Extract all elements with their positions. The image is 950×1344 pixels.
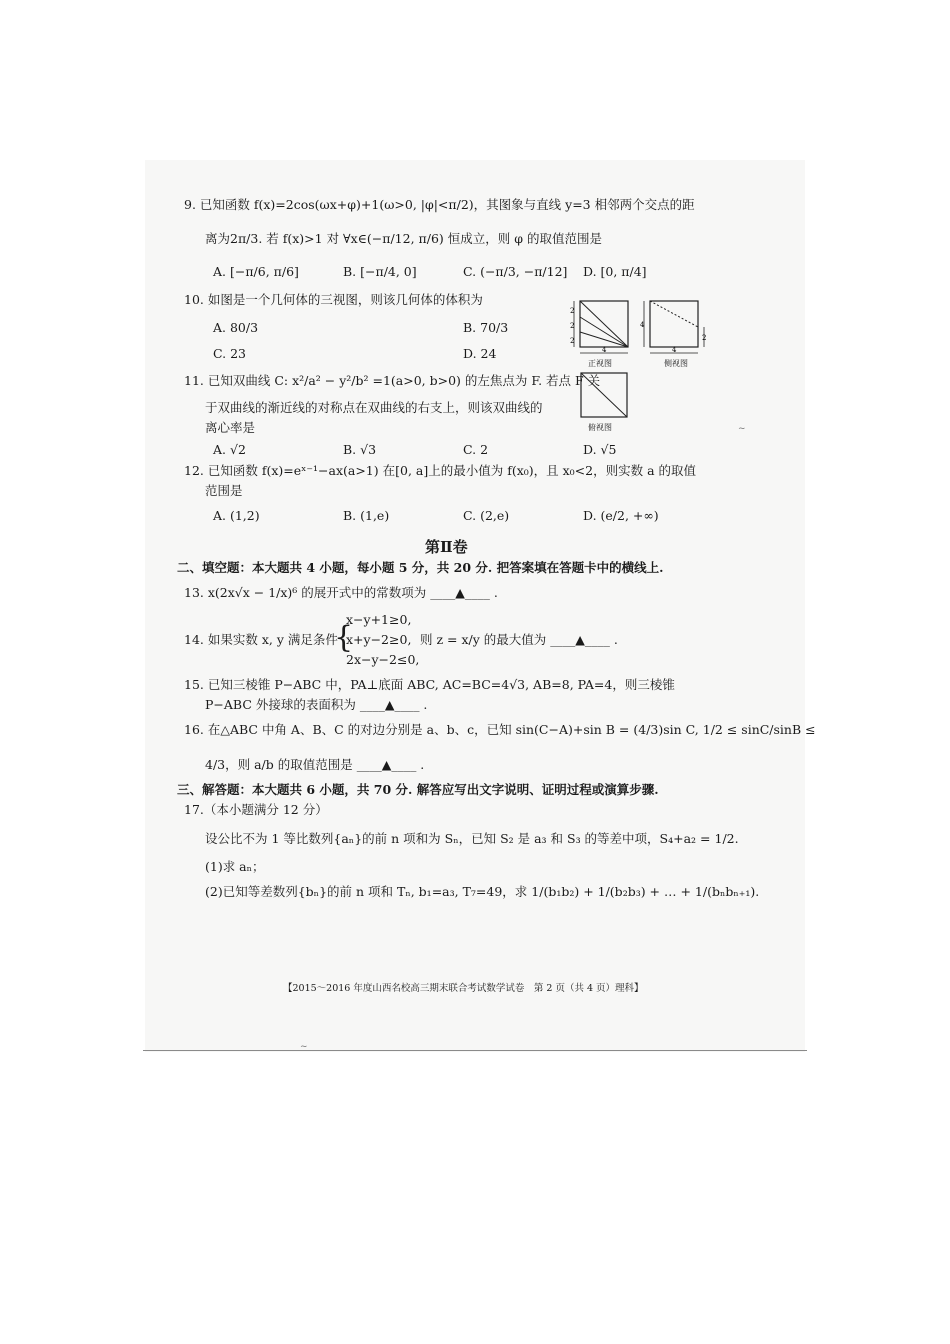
q11-line3: 离心率是 [205,420,256,435]
q10-line1: 10. 如图是一个几何体的三视图，则该几何体的体积为 [184,292,483,307]
q13-text: 13. x(2x√x − 1/x)⁶ 的展开式中的常数项为 ____▲____ . [184,585,498,600]
q11-option-b: B. √3 [343,442,377,457]
svg-text:4: 4 [602,346,607,354]
svg-text:2: 2 [702,334,707,342]
q14-condition-2: x+y−2≥0, [346,632,412,647]
q17-line1: 设公比不为 1 等比数列{aₙ}的前 n 项和为 Sₙ，已知 S₂ 是 a₃ 和 S₃ 的等差中项，S₄+a₂ = 1/2. [205,831,739,846]
q12-option-d: D. (e/2, +∞) [583,508,659,523]
svg-text:2: 2 [570,322,575,330]
q14-condition-3: 2x−y−2≤0, [346,652,420,667]
q10-option-b: B. 70/3 [463,320,509,335]
svg-text:2: 2 [570,307,575,315]
q9-line2: 离为2π/3. 若 f(x)>1 对 ∀x∈(−π/12, π/6) 恒成立，则 φ 的取值范围是 [205,231,602,246]
page-footer: 【2015～2016 年度山西名校高三期末联合考试数学试卷 第 2 页（共 4 页）理科】 [283,983,644,994]
q9-option-a: A. [−π/6, π/6] [213,264,299,279]
q11-option-d: D. √5 [583,442,617,457]
top-view-label: 俯视图 [588,423,612,432]
q12-option-c: C. (2,e) [463,508,510,523]
q10-option-d: D. 24 [463,346,497,361]
section2-heading: 二、填空题：本大题共 4 小题，每小题 5 分，共 20 分. 把答案填在答题卡中的横线上. [177,560,664,575]
q16-line2: 4/3，则 a/b 的取值范围是 ____▲____ . [205,757,425,772]
q9-option-b: B. [−π/4, 0] [343,264,417,279]
q15-line2: P−ABC 外接球的表面积为 ____▲____ . [205,697,428,712]
q15-line1: 15. 已知三棱锥 P−ABC 中，PA⊥底面 ABC, AC=BC=4√3, AB=8, PA=4，则三棱锥 [184,677,675,692]
svg-text:2: 2 [570,337,575,345]
q10-option-a: A. 80/3 [213,320,259,335]
page-edge-line [143,1050,807,1051]
q11-line2: 于双曲线的渐近线的对称点在双曲线的右支上，则该双曲线的 [205,400,543,415]
q12-line2: 范围是 [205,483,243,498]
q14-prefix: 14. 如果实数 x, y 满足条件 [184,632,338,647]
section3-heading: 三、解答题：本大题共 6 小题，共 70 分. 解答应写出文字说明、证明过程或演算步骤. [177,782,659,797]
q16-line1: 16. 在△ABC 中角 A、B、C 的对边分别是 a、b、c，已知 sin(C−A)+sin B = (4/3)sin C, 1/2 ≤ sinC/sinB ≤ [184,722,816,737]
q14-suffix: 则 z = x/y 的最大值为 ____▲____ . [420,632,618,647]
side-view-figure [640,297,712,359]
q17-line3: (2)已知等差数列{bₙ}的前 n 项和 Tₙ, b₁=a₃, T₇=49，求 1/(b₁b₂) + 1/(b₂b₃) + … + 1/(bₙbₙ₊₁). [205,884,760,899]
q17-title: 17.（本小题满分 12 分） [184,802,328,817]
q11-option-c: C. 2 [463,442,489,457]
part2-title: 第Ⅱ卷 [425,538,468,556]
svg-text:4: 4 [672,346,677,354]
q12-line1: 12. 已知函数 f(x)=eˣ⁻¹−ax(a>1) 在[0, a]上的最小值为 f(x₀)，且 x₀<2，则实数 a 的取值 [184,463,696,478]
q11-line1: 11. 已知双曲线 C: x²/a² − y²/b² =1(a>0, b>0) 的左焦点为 F. 若点 F 关 [184,373,601,388]
q17-line2: (1)求 aₙ； [205,859,265,874]
scan-speck: ~ [300,1042,308,1052]
q12-option-b: B. (1,e) [343,508,390,523]
svg-text:4: 4 [640,321,645,329]
scan-speck: ~ [738,424,746,434]
q9-line1: 9. 已知函数 f(x)=2cos(ωx+φ)+1(ω>0, |φ|<π/2)，其图象与直线 y=3 相邻两个交点的距 [184,197,695,212]
front-view-figure [570,297,632,359]
q14-brace: { [334,620,354,655]
side-view-label: 侧视图 [664,359,688,368]
q10-option-c: C. 23 [213,346,246,361]
q9-option-c: C. (−π/3, −π/12] [463,264,568,279]
q14-condition-1: x−y+1≥0, [346,612,412,627]
q11-option-a: A. √2 [213,442,246,457]
q9-option-d: D. [0, π/4] [583,264,647,279]
front-view-label: 正视图 [588,359,612,368]
q12-option-a: A. (1,2) [213,508,260,523]
